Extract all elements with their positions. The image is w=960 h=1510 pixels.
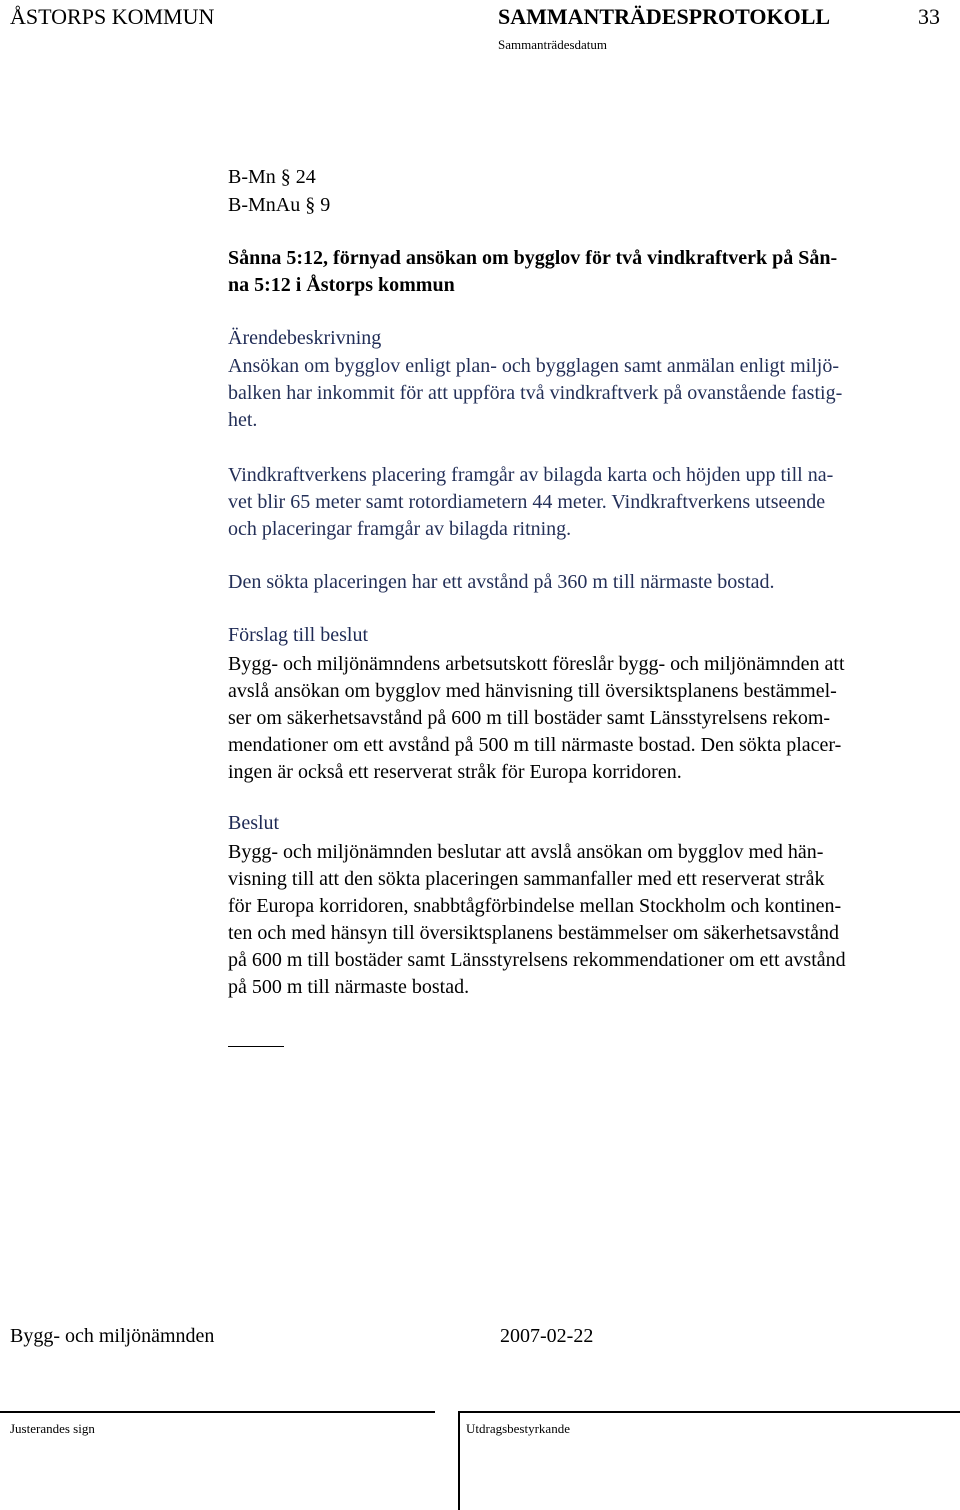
signature-label: Justerandes sign [10,1421,95,1436]
extract-certification-label: Utdragsbestyrkande [466,1421,570,1436]
footer-rule-right [460,1411,960,1413]
text-line: avslå ansökan om bygglov med hänvisning till översiktsplanens bestämmel- [228,680,837,702]
case-description-heading: Ärendebeskrivning [228,327,382,349]
text-line: ingen är också ett reserverat stråk för Europa korridoren. [228,761,682,783]
footer-body-name: Bygg- och miljönämnden [10,1325,215,1347]
footer-date: 2007-02-22 [500,1325,594,1347]
footer-rule-left [0,1411,435,1413]
text-line: het. [228,409,258,431]
text-line: Bygg- och miljönämnden beslutar att avslå ansökan om bygglov med hän- [228,841,824,863]
text-line: ser om säkerhetsavstånd på 600 m till bostäder samt Länsstyrelsens rekom- [228,707,831,729]
text-line: vet blir 65 meter samt rotordiametern 44 meter. Vindkraftverkens utseende [228,491,826,513]
text-line: mendationer om ett avstånd på 500 m till närmaste bostad. Den sökta placer- [228,734,842,756]
text-line: på 500 m till närmaste bostad. [228,976,470,998]
text-line: på 600 m till bostäder samt Länsstyrelsens rekommendationer om ett avstånd [228,949,846,971]
case-description-paragraph-3 [228,569,775,596]
case-title [228,245,837,299]
decision-heading: Beslut [228,812,280,834]
proposal-paragraph [228,651,845,786]
municipality-name: ÅSTORPS KOMMUN [10,4,215,29]
text-line: Den sökta placeringen har ett avstånd på 360 m till närmaste bostad. [228,571,775,593]
decision-paragraph [228,839,846,1001]
text-line: och placeringar framgår av bilagda ritning. [228,518,572,540]
case-title-line: na 5:12 i Åstorps kommun [228,274,455,296]
text-line: Ansökan om bygglov enligt plan- och bygglagen samt anmälan enligt miljö- [228,355,839,377]
text-line: för Europa korridoren, snabbtågförbindelse mellan Stockholm och kontinen- [228,895,842,917]
case-description-paragraph-1 [228,353,842,434]
meeting-date-label: Sammanträdesdatum [498,37,608,52]
case-title-line: Sånna 5:12, förnyad ansökan om bygglov för två vindkraftverk på Sån- [228,247,838,269]
proposal-heading: Förslag till beslut [228,624,368,646]
case-description-paragraph-2 [228,462,833,543]
text-line: Vindkraftverkens placering framgår av bilagda karta och höjden upp till na- [228,464,834,486]
text-line: visning till att den sökta placeringen sammanfaller med ett reserverat stråk [228,868,825,890]
footer-divider [458,1411,460,1510]
document-type: SAMMANTRÄDESPROTOKOLL [498,4,831,29]
page-number: 33 [918,4,940,29]
text-line: balken har inkommit för att uppföra två vindkraftverk på ovanstående fastig- [228,382,843,404]
reference-bmnau: B-MnAu § 9 [228,194,331,216]
reference-bmn: B-Mn § 24 [228,166,316,188]
text-line: Bygg- och miljönämndens arbetsutskott föreslår bygg- och miljönämnden att [228,653,845,675]
end-separator [228,1046,284,1047]
text-line: ten och med hänsyn till översiktsplanens bestämmelser om säkerhetsavstånd [228,922,839,944]
